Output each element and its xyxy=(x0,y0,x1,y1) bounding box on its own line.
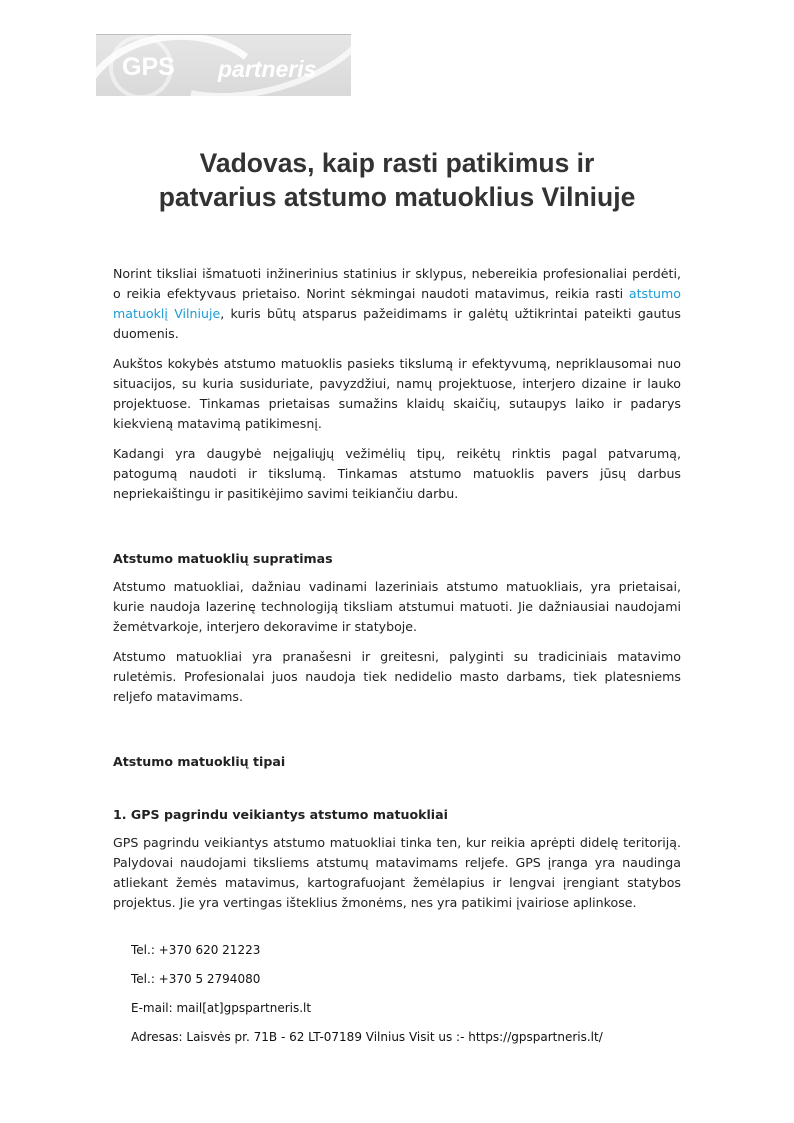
address: Adresas: Laisvės pr. 71B - 62 LT-07189 Vilnius Visit us :- https://gpspartneris.lt/ xyxy=(131,1030,603,1044)
intro-p1-text-b: , kuris būtų atsparus pažeidimams ir galėtų užtikrintai pateikti gautus duomenis. xyxy=(113,306,681,341)
section-heading-types: Atstumo matuoklių tipai xyxy=(113,754,286,769)
intro-paragraph-3: Kadangi yra daugybė neįgaliųjų vežimėlių tipų, reikėtų rinktis pagal patvarumą, patogumą naudoti ir tikslumą. Tinkamas atstumo matuoklis pavers jūsų darbus nepriekaištingu ir pasitikėjimo savimi teikiančiu darbu. xyxy=(113,446,681,501)
section3-paragraph-1: GPS pagrindu veikiantys atstumo matuokliai tinka ten, kur reikia aprėpti didelę teritoriją. Palydovai naudojami tiksliems atstumų matavimams reljefe. GPS įranga yra naudinga atliekant žemės matavimus, kartografuojant žemėlapius ir lengvai įrengiant statybos projektus. Jie yra vertingas išteklius žmonėms, nes yra patikimi įvairiose aplinkose. xyxy=(113,835,681,910)
logo-graphic xyxy=(96,35,351,96)
company-logo xyxy=(96,34,351,96)
logo-text-secondary: partneris xyxy=(218,56,317,82)
logo-text-primary: GPS xyxy=(122,53,175,81)
phone-1: Tel.: +370 620 21223 xyxy=(131,943,261,957)
rangefinder-vilnius-link[interactable]: atstumo matuoklį Vilniuje xyxy=(113,286,681,321)
title-line-1: Vadovas, kaip rasti patikimus ir xyxy=(199,148,595,178)
intro-paragraph-1 xyxy=(113,264,681,344)
article-body xyxy=(113,264,681,923)
section1-paragraph-2: Atstumo matuokliai yra pranašesni ir greitesni, palyginti su tradiciniais matavimo ruletėmis. Profesionalai juos naudoja tiek nedidelio masto darbams, tiek platesniems reljefo matavimams. xyxy=(113,649,681,704)
section1-paragraph-1: Atstumo matuokliai, dažniau vadinami lazeriniais atstumo matuokliais, yra prietaisai, kurie naudoja lazerinę technologiją tiksliam atstumui matuoti. Jie dažniausiai naudojami žemėtvarkoje, interjero dekoravime ir statyboje. xyxy=(113,579,681,634)
title-line-2: patvarius atstumo matuoklius Vilniuje xyxy=(158,182,636,212)
section-heading-understanding: Atstumo matuoklių supratimas xyxy=(113,551,333,566)
contact-info xyxy=(131,940,691,1056)
intro-p1-text-a: Norint tiksliai išmatuoti inžinerinius statinius ir sklypus, nebereikia profesionaliai perdėti, o reikia efektyvaus prietaiso. Norint sėkmingai naudoti matavimus, reikia rasti xyxy=(113,266,681,301)
section-heading-gps: 1. GPS pagrindu veikiantys atstumo matuokliai xyxy=(113,807,448,822)
intro-paragraph-2: Aukštos kokybės atstumo matuoklis pasieks tikslumą ir efektyvumą, nepriklausomai nuo situacijos, su kuria susiduriate, pavyzdžiui, namų projektuose, interjero dizaine ir lauko projektuose. Tinkamas prietaisas sumažins klaidų skaičių, sutaupys laiko ir padarys kiekvieną matavimą patikimesnį. xyxy=(113,356,681,431)
page-title xyxy=(100,146,694,214)
email: E-mail: mail[at]gpspartneris.lt xyxy=(131,1001,312,1015)
phone-2: Tel.: +370 5 2794080 xyxy=(131,972,261,986)
